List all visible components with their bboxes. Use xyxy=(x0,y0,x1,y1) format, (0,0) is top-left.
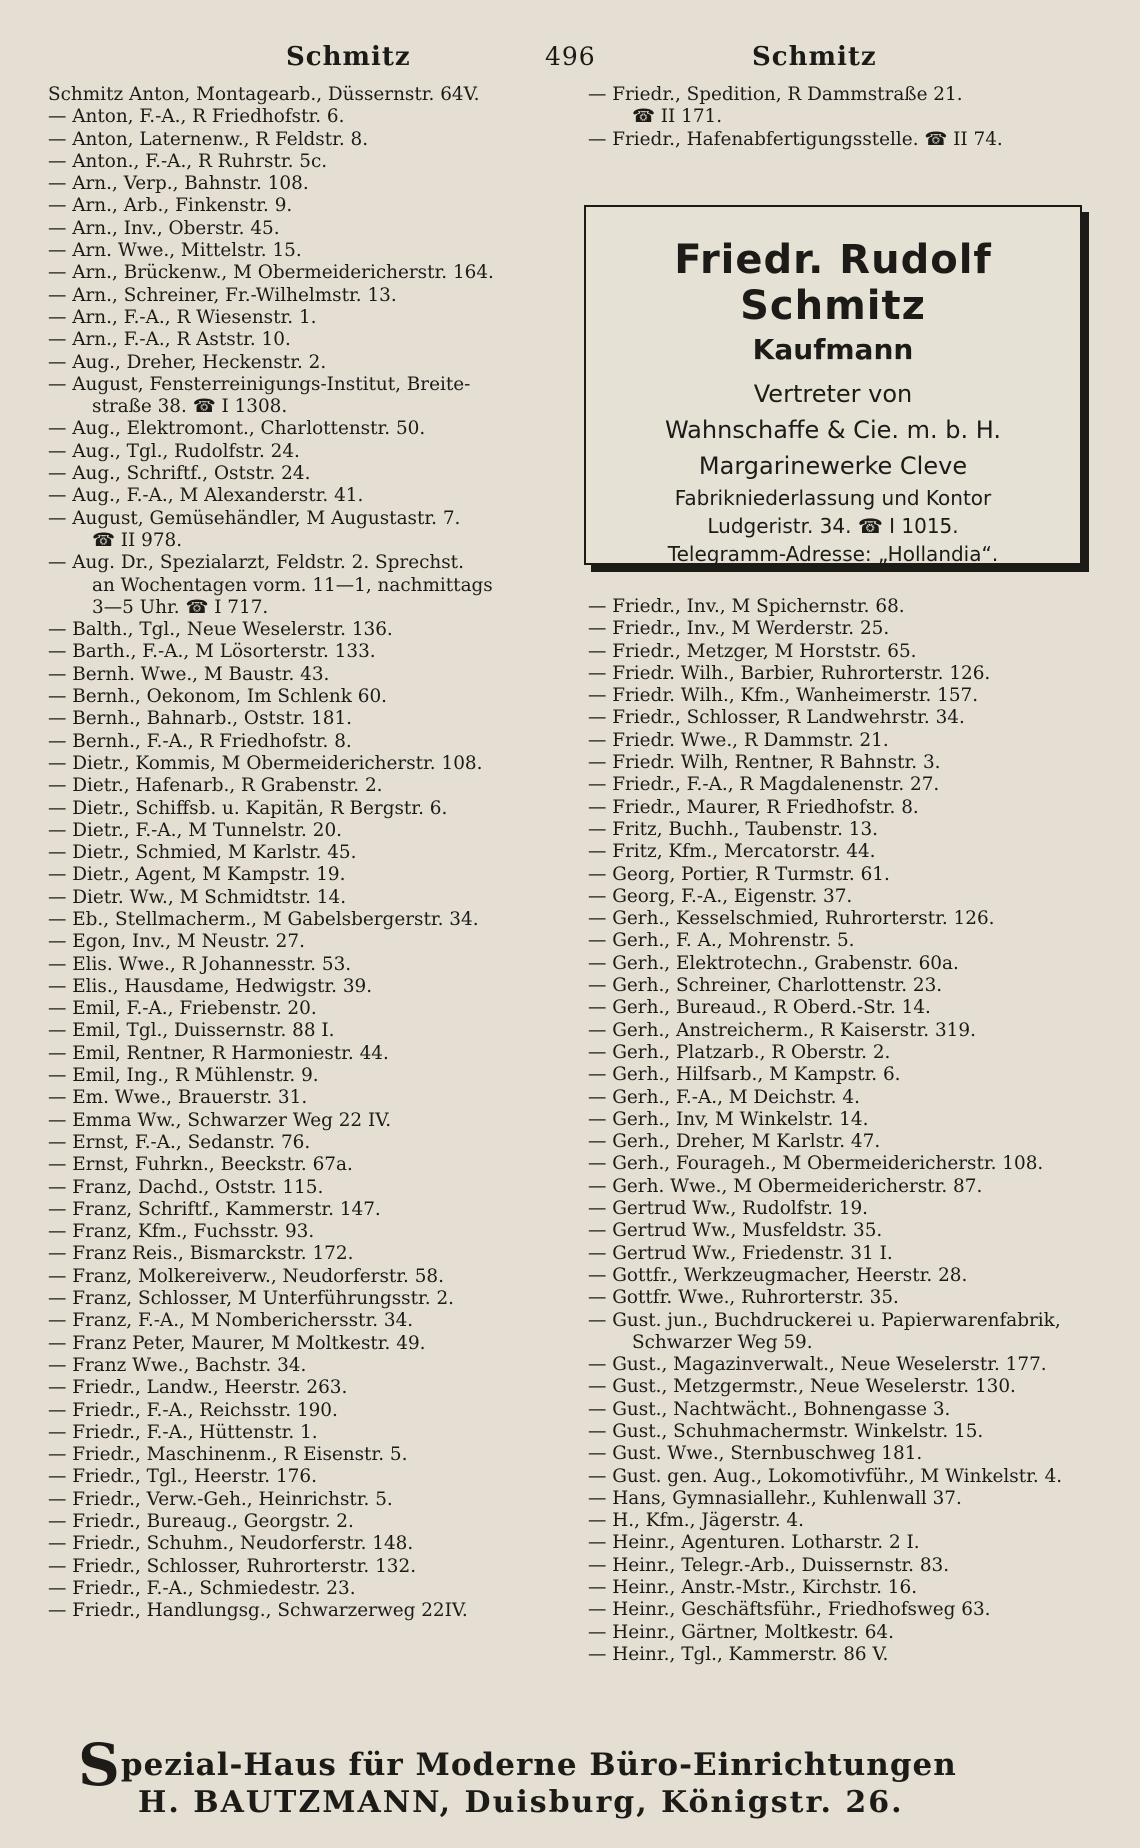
entry-text: — Ernst, F.-A., Sedanstr. 76. xyxy=(48,1131,311,1153)
directory-entry xyxy=(588,707,1108,729)
entry-text: — Aug., Elektromont., Charlottenstr. 50. xyxy=(48,418,426,440)
directory-entry xyxy=(588,1466,1108,1488)
directory-entry xyxy=(48,285,558,307)
directory-entry xyxy=(48,1199,558,1221)
entry-text: — Franz, Schriftf., Kammerstr. 147. xyxy=(48,1198,381,1220)
entry-text: — Dietr. Ww., M Schmidtstr. 14. xyxy=(48,886,347,908)
directory-entry xyxy=(48,218,558,240)
entry-text: — Friedr., Schuhm., Neudorferstr. 148. xyxy=(48,1533,414,1555)
directory-entry xyxy=(588,1020,1108,1042)
directory-entry xyxy=(48,129,558,151)
directory-entry xyxy=(48,1043,558,1065)
entry-text: — Friedr. Wwe., R Dammstr. 21. xyxy=(588,729,889,751)
entry-text: — Friedr., Tgl., Heerstr. 176. xyxy=(48,1466,317,1488)
directory-entry xyxy=(588,1131,1108,1153)
entry-text: — Heinr., Telegr.-Arb., Duissernstr. 83. xyxy=(588,1554,950,1576)
entry-text: — Gerh., Inv, M Winkelstr. 14. xyxy=(588,1108,869,1130)
directory-entry xyxy=(48,418,558,440)
directory-entry xyxy=(48,1400,558,1422)
directory-entry xyxy=(588,997,1108,1019)
directory-entry xyxy=(48,1533,558,1555)
ad-line: Telegramm-Adresse: „Hollandia“. xyxy=(667,542,999,566)
entry-text: — Heinr., Geschäftsführ., Friedhofsweg 63. xyxy=(588,1599,991,1621)
entry-text: — Arn., Schreiner, Fr.-Wilhelmstr. 13. xyxy=(48,284,397,306)
entry-text: — Anton, Laternenw., R Feldstr. 8. xyxy=(48,128,369,150)
directory-entry xyxy=(588,1243,1108,1265)
entry-text: — Heinr., Agenturen. Lotharstr. 2 I. xyxy=(588,1532,920,1554)
directory-entry xyxy=(588,596,1108,618)
entry-text: — Georg, F.-A., Eigenstr. 37. xyxy=(588,885,853,907)
entry-text: — Franz, F.-A., M Nomberichersstr. 34. xyxy=(48,1310,414,1332)
entry-text: — Friedr., Inv., M Werderstr. 25. xyxy=(588,618,890,640)
entry-text: — Franz Wwe., Bachstr. 34. xyxy=(48,1354,307,1376)
entry-text: — Friedr., Schlosser, R Landwehrstr. 34. xyxy=(588,707,965,729)
directory-entry xyxy=(588,886,1108,908)
directory-entry xyxy=(48,1377,558,1399)
entry-text: — Gust., Schuhmachermstr. Winkelstr. 15. xyxy=(588,1420,984,1442)
entry-text: — Franz, Schlosser, M Unterführungsstr. 2. xyxy=(48,1288,455,1310)
entry-text: — Gust. gen. Aug., Lokomotivführ., M Winkelstr. 4. xyxy=(588,1465,1063,1487)
entry-text: — Fritz, Kfm., Mercatorstr. 44. xyxy=(588,841,876,863)
entry-text: — Emil, Tgl., Duissernstr. 88 I. xyxy=(48,1020,335,1042)
directory-entry xyxy=(588,1599,1108,1621)
directory-entry xyxy=(588,819,1108,841)
entry-text: — Gust. Wwe., Sternbuschweg 181. xyxy=(588,1443,923,1465)
footer-line-1 xyxy=(78,1731,1078,1799)
footer-advertisement xyxy=(78,1731,1078,1820)
entry-text: — Friedr., Spedition, R Dammstraße 21. xyxy=(588,84,963,105)
directory-entry xyxy=(588,1622,1108,1644)
entry-text: — Friedr., F.-A., Hüttenstr. 1. xyxy=(48,1421,318,1443)
entry-text: — Friedr., Handlungsg., Schwarzerweg 22IV. xyxy=(48,1600,468,1622)
entry-text: — Friedr., Maurer, R Friedhofstr. 8. xyxy=(588,796,919,818)
entry-continuation: Schwarzer Weg 59. xyxy=(632,1331,813,1353)
entry-text: — Friedr. Wilh, Rentner, R Bahnstr. 3. xyxy=(588,752,941,774)
directory-entry xyxy=(588,1532,1108,1554)
directory-entry xyxy=(48,195,558,217)
directory-entry xyxy=(588,975,1108,997)
directory-entry xyxy=(588,1176,1108,1198)
directory-entry xyxy=(48,1333,558,1355)
directory-entry xyxy=(588,730,1108,752)
directory-entry xyxy=(48,307,558,329)
entry-text: — Dietr., Kommis, M Obermeidericherstr. 108. xyxy=(48,752,483,774)
ad-line: Margarinewerke Cleve xyxy=(698,452,968,480)
directory-entry xyxy=(588,774,1108,796)
directory-entry xyxy=(48,1266,558,1288)
ad-line: Ludgeristr. 34. ☎ I 1015. xyxy=(707,514,959,538)
directory-entry xyxy=(588,1310,1108,1355)
entry-text: — Georg, Portier, R Turmstr. 61. xyxy=(588,863,890,885)
ad-line: Wahnschaffe & Cie. m. b. H. xyxy=(664,416,1002,444)
entry-text: — Egon, Inv., M Neustr. 27. xyxy=(48,931,305,953)
directory-entry xyxy=(48,909,558,931)
entry-text: — Gerh. Wwe., M Obermeidericherstr. 87. xyxy=(588,1175,983,1197)
entry-continuation: ☎ II 978. xyxy=(92,529,183,551)
entry-text: — Hans, Gymnasiallehr., Kuhlenwall 37. xyxy=(588,1487,962,1509)
entry-text: — Arn., Arb., Finkenstr. 9. xyxy=(48,195,293,217)
entry-text: — Barth., F.-A., M Lösorterstr. 133. xyxy=(48,641,376,663)
entry-text: Schmitz Anton, Montagearb., Düssernstr. 64V. xyxy=(48,84,480,105)
directory-entry xyxy=(48,798,558,820)
directory-entry xyxy=(588,1220,1108,1242)
entry-text: — H., Kfm., Jägerstr. 4. xyxy=(588,1510,804,1532)
directory-entry xyxy=(588,797,1108,819)
directory-entry xyxy=(588,1087,1108,1109)
footer-line-2: H. BAUTZMANN, Duisburg, Königstr. 26. xyxy=(138,1785,904,1820)
directory-entry xyxy=(48,508,558,553)
directory-entry xyxy=(48,173,558,195)
directory-entry xyxy=(48,708,558,730)
entry-text: — Franz, Dachd., Oststr. 115. xyxy=(48,1176,324,1198)
directory-entry xyxy=(48,1466,558,1488)
directory-entry xyxy=(48,1578,558,1600)
entry-text: — Gerh., Hilfsarb., M Kampstr. 6. xyxy=(588,1064,901,1086)
directory-entry xyxy=(48,998,558,1020)
footer-initial: S xyxy=(78,1731,121,1799)
directory-entry xyxy=(48,842,558,864)
entry-text: — Friedr., Maschinenm., R Eisenstr. 5. xyxy=(48,1444,408,1466)
directory-entry xyxy=(48,352,558,374)
entry-text: — Gerh., Bureaud., R Oberd.-Str. 14. xyxy=(588,997,931,1019)
entry-text: — Franz Peter, Maurer, M Moltkestr. 49. xyxy=(48,1332,426,1354)
entry-text: — Eb., Stellmacherm., M Gabelsbergerstr. 34. xyxy=(48,908,479,930)
entry-text: — Gerh., Fourageh., M Obermeidericherstr. 108. xyxy=(588,1153,1044,1175)
entry-text: — Dietr., Schiffsb. u. Kapitän, R Bergstr. 6. xyxy=(48,797,448,819)
page-number: 496 xyxy=(545,42,596,71)
entry-text: — Aug., F.-A., M Alexanderstr. 41. xyxy=(48,485,364,507)
entry-continuation: 3—5 Uhr. ☎ I 717. xyxy=(92,596,269,618)
directory-entry xyxy=(48,686,558,708)
directory-entry xyxy=(48,931,558,953)
directory-entry xyxy=(588,1644,1108,1666)
entry-text: — Friedr., F.-A., Schmiedestr. 23. xyxy=(48,1577,356,1599)
directory-entry xyxy=(48,1288,558,1310)
entry-text: — August, Gemüsehändler, M Augustastr. 7. xyxy=(48,507,461,529)
entry-continuation: an Wochentagen vorm. 11—1, nachmittags xyxy=(92,574,493,596)
footer-line-1-text: pezial-Haus für Moderne Büro-Einrichtungen xyxy=(120,1747,957,1783)
entry-text: — Bernh., Oekonom, Im Schlenk 60. xyxy=(48,686,388,708)
entry-text: — Emil, Rentner, R Harmoniestr. 44. xyxy=(48,1042,389,1064)
directory-entry xyxy=(588,84,1108,129)
directory-entry xyxy=(588,1376,1108,1398)
entry-text: — Dietr., Hafenarb., R Grabenstr. 2. xyxy=(48,775,383,797)
entry-text: — Emma Ww., Schwarzer Weg 22 IV. xyxy=(48,1109,392,1131)
directory-entry xyxy=(588,641,1108,663)
directory-entry xyxy=(48,864,558,886)
entry-text: — Aug., Dreher, Heckenstr. 2. xyxy=(48,351,327,373)
directory-entry xyxy=(588,930,1108,952)
entry-text: — Franz, Kfm., Fuchsstr. 93. xyxy=(48,1221,315,1243)
directory-entry xyxy=(588,1354,1108,1376)
directory-entry xyxy=(588,908,1108,930)
directory-entry xyxy=(48,329,558,351)
directory-entry xyxy=(588,129,1108,151)
entry-text: — Friedr., Metzger, M Horststr. 65. xyxy=(588,640,917,662)
entry-text: — Friedr. Wilh., Kfm., Wanheimerstr. 157. xyxy=(588,685,979,707)
directory-entry xyxy=(48,262,558,284)
entry-text: — Gust., Magazinverwalt., Neue Weselerstr. 177. xyxy=(588,1354,1047,1376)
left-column xyxy=(48,84,558,1622)
directory-entry xyxy=(48,1132,558,1154)
directory-entry xyxy=(588,841,1108,863)
directory-entry xyxy=(588,1488,1108,1510)
entry-text: — Gust., Metzgermstr., Neue Weselerstr. 130. xyxy=(588,1376,1016,1398)
directory-entry xyxy=(588,1577,1108,1599)
entry-text: — Bernh., F.-A., R Friedhofstr. 8. xyxy=(48,730,352,752)
entry-text: — August, Fensterreinigungs-Institut, Breite- xyxy=(48,373,471,395)
entry-text: — Gerh., Elektrotechn., Grabenstr. 60a. xyxy=(588,952,959,974)
entry-text: — Elis., Hausdame, Hedwigstr. 39. xyxy=(48,975,373,997)
entry-text: — Emil, Ing., R Mühlenstr. 9. xyxy=(48,1065,319,1087)
directory-entry xyxy=(48,1444,558,1466)
entry-text: — Arn., Verp., Bahnstr. 108. xyxy=(48,173,309,195)
entry-text: — Dietr., F.-A., M Tunnelstr. 20. xyxy=(48,819,342,841)
entry-text: — Fritz, Buchh., Taubenstr. 13. xyxy=(588,818,879,840)
entry-text: — Anton, F.-A., R Friedhofstr. 6. xyxy=(48,106,345,128)
directory-entry xyxy=(48,1110,558,1132)
running-header-right: Schmitz xyxy=(752,42,877,72)
directory-entry xyxy=(48,1020,558,1042)
directory-entry xyxy=(48,887,558,909)
directory-entry xyxy=(588,1153,1108,1175)
ad-company-name: Friedr. Rudolf Schmitz xyxy=(674,237,992,329)
entry-text: — Gerh., Platzarb., R Oberstr. 2. xyxy=(588,1041,891,1063)
ad-line: Fabrikniederlassung und Kontor xyxy=(674,486,992,510)
directory-entry xyxy=(48,1511,558,1533)
entry-text: — Friedr. Wilh., Barbier, Ruhrorterstr. 126. xyxy=(588,662,991,684)
entry-continuation: straße 38. ☎ I 1308. xyxy=(92,396,288,418)
entry-text: — Dietr., Agent, M Kampstr. 19. xyxy=(48,864,346,886)
directory-entry xyxy=(588,1198,1108,1220)
directory-entry xyxy=(48,820,558,842)
entry-text: — Arn., Inv., Oberstr. 45. xyxy=(48,217,280,239)
directory-entry xyxy=(48,1065,558,1087)
entry-text: — Friedr., Hafenabfertigungsstelle. ☎ II 74. xyxy=(588,128,1003,150)
directory-entry xyxy=(588,1287,1108,1309)
entry-text: — Bernh. Wwe., M Baustr. 43. xyxy=(48,663,330,685)
entry-text: — Gerh., Anstreicherm., R Kaiserstr. 319. xyxy=(588,1019,976,1041)
directory-entry xyxy=(48,485,558,507)
right-column-top xyxy=(588,84,1108,151)
directory-entry xyxy=(48,753,558,775)
directory-entry xyxy=(48,954,558,976)
entry-text: — Heinr., Anstr.-Mstr., Kirchstr. 16. xyxy=(588,1577,918,1599)
directory-entry xyxy=(48,1422,558,1444)
directory-entry xyxy=(48,597,558,619)
directory-entry xyxy=(48,240,558,262)
entry-text: — Friedr., Bureaug., Georgstr. 2. xyxy=(48,1511,354,1532)
entry-text: — Friedr., Inv., M Spichernstr. 68. xyxy=(588,596,905,617)
directory-entry xyxy=(48,463,558,485)
directory-entry xyxy=(588,1555,1108,1577)
directory-entry xyxy=(48,1221,558,1243)
entry-text: — Emil, F.-A., Friebenstr. 20. xyxy=(48,998,317,1020)
directory-entry xyxy=(588,864,1108,886)
entry-text: — Arn., F.-A., R Aststr. 10. xyxy=(48,329,291,351)
directory-entry xyxy=(588,1443,1108,1465)
entry-text: — Dietr., Schmied, M Karlstr. 45. xyxy=(48,842,357,864)
entry-text: — Gottfr. Wwe., Ruhrorterstr. 35. xyxy=(588,1287,899,1309)
entry-text: — Friedr., Landw., Heerstr. 263. xyxy=(48,1377,348,1399)
directory-entry xyxy=(48,1600,558,1622)
entry-text: — Heinr., Gärtner, Moltkestr. 64. xyxy=(588,1621,894,1643)
directory-entry xyxy=(588,752,1108,774)
ad-profession: Kaufmann xyxy=(752,333,914,366)
directory-entry xyxy=(588,663,1108,685)
entry-text: — Gust., Nachtwächt., Bohnengasse 3. xyxy=(588,1398,951,1420)
directory-entry xyxy=(48,84,558,106)
directory-entry xyxy=(48,1556,558,1578)
entry-text: — Elis. Wwe., R Johannesstr. 53. xyxy=(48,953,352,975)
directory-entry xyxy=(588,1421,1108,1443)
entry-text: — Friedr., Schlosser, Ruhrorterstr. 132. xyxy=(48,1555,417,1577)
directory-entry xyxy=(588,1265,1108,1287)
entry-text: — Gerh., Kesselschmied, Ruhrorterstr. 126. xyxy=(588,908,995,930)
entry-text: — Bernh., Bahnarb., Oststr. 181. xyxy=(48,708,353,730)
directory-entry xyxy=(48,552,558,597)
running-header-left: Schmitz xyxy=(286,42,411,72)
entry-text: — Aug., Schriftf., Oststr. 24. xyxy=(48,463,311,485)
entry-text: — Franz, Molkereiverw., Neudorferstr. 58. xyxy=(48,1265,444,1287)
entry-text: — Gerh., F. A., Mohrenstr. 5. xyxy=(588,930,855,952)
entry-text: — Ernst, Fuhrkn., Beeckstr. 67a. xyxy=(48,1154,353,1176)
entry-text: — Aug., Tgl., Rudolfstr. 24. xyxy=(48,440,300,462)
ad-line: Vertreter von xyxy=(753,380,913,408)
entry-text: — Friedr., Verw.-Geh., Heinrichstr. 5. xyxy=(48,1488,393,1510)
entry-text: — Balth., Tgl., Neue Weselerstr. 136. xyxy=(48,619,393,641)
directory-entry xyxy=(48,106,558,128)
directory-entry xyxy=(48,664,558,686)
entry-text: — Gerh., Dreher, M Karlstr. 47. xyxy=(588,1131,881,1153)
entry-text: — Arn., F.-A., R Wiesenstr. 1. xyxy=(48,306,317,328)
directory-entry xyxy=(48,976,558,998)
directory-entry xyxy=(48,151,558,173)
directory-entry xyxy=(48,441,558,463)
directory-entry xyxy=(588,1042,1108,1064)
right-column xyxy=(588,596,1108,1666)
entry-text: — Em. Wwe., Brauerstr. 31. xyxy=(48,1087,308,1109)
entry-text: — Gerh., Schreiner, Charlottenstr. 23. xyxy=(588,975,943,997)
entry-text: — Gertrud Ww., Friedenstr. 31 I. xyxy=(588,1242,893,1264)
entry-text: — Friedr., F.-A., R Magdalenenstr. 27. xyxy=(588,774,940,796)
directory-entry xyxy=(588,953,1108,975)
entry-continuation: ☎ II 171. xyxy=(632,106,723,128)
directory-entry xyxy=(588,618,1108,640)
directory-entry xyxy=(588,1399,1108,1421)
directory-entry xyxy=(48,1087,558,1109)
directory-entry xyxy=(48,775,558,797)
entry-text: — Gertrud Ww., Rudolfstr. 19. xyxy=(588,1198,869,1220)
directory-entry xyxy=(48,374,558,419)
directory-entry xyxy=(48,1154,558,1176)
entry-text: — Gust. jun., Buchdruckerei u. Papierwarenfabrik, xyxy=(588,1309,1061,1331)
directory-entry xyxy=(48,641,558,663)
entry-text: — Friedr., F.-A., Reichsstr. 190. xyxy=(48,1399,338,1421)
entry-text: — Gertrud Ww., Musfeldstr. 35. xyxy=(588,1220,883,1242)
directory-entry xyxy=(48,1243,558,1265)
directory-entry xyxy=(48,1355,558,1377)
entry-text: — Franz Reis., Bismarckstr. 172. xyxy=(48,1243,354,1265)
entry-text: — Anton., F.-A., R Ruhrstr. 5c. xyxy=(48,150,328,172)
directory-entry xyxy=(48,1310,558,1332)
directory-entry xyxy=(588,1109,1108,1131)
entry-text: — Gerh., F.-A., M Deichstr. 4. xyxy=(588,1086,860,1108)
entry-text: — Aug. Dr., Spezialarzt, Feldstr. 2. Sprechst. xyxy=(48,552,464,574)
directory-entry xyxy=(48,1177,558,1199)
directory-entry xyxy=(48,1489,558,1511)
entry-text: — Arn. Wwe., Mittelstr. 15. xyxy=(48,240,302,262)
entry-text: — Heinr., Tgl., Kammerstr. 86 V. xyxy=(588,1643,889,1665)
directory-entry xyxy=(588,1064,1108,1086)
entry-text: — Gottfr., Werkzeugmacher, Heerstr. 28. xyxy=(588,1264,968,1286)
entry-text: — Arn., Brückenw., M Obermeidericherstr. 164. xyxy=(48,262,494,284)
advertisement-box xyxy=(584,205,1082,565)
directory-entry xyxy=(588,685,1108,707)
directory-entry xyxy=(588,1510,1108,1532)
directory-entry xyxy=(48,619,558,641)
directory-entry xyxy=(48,731,558,753)
